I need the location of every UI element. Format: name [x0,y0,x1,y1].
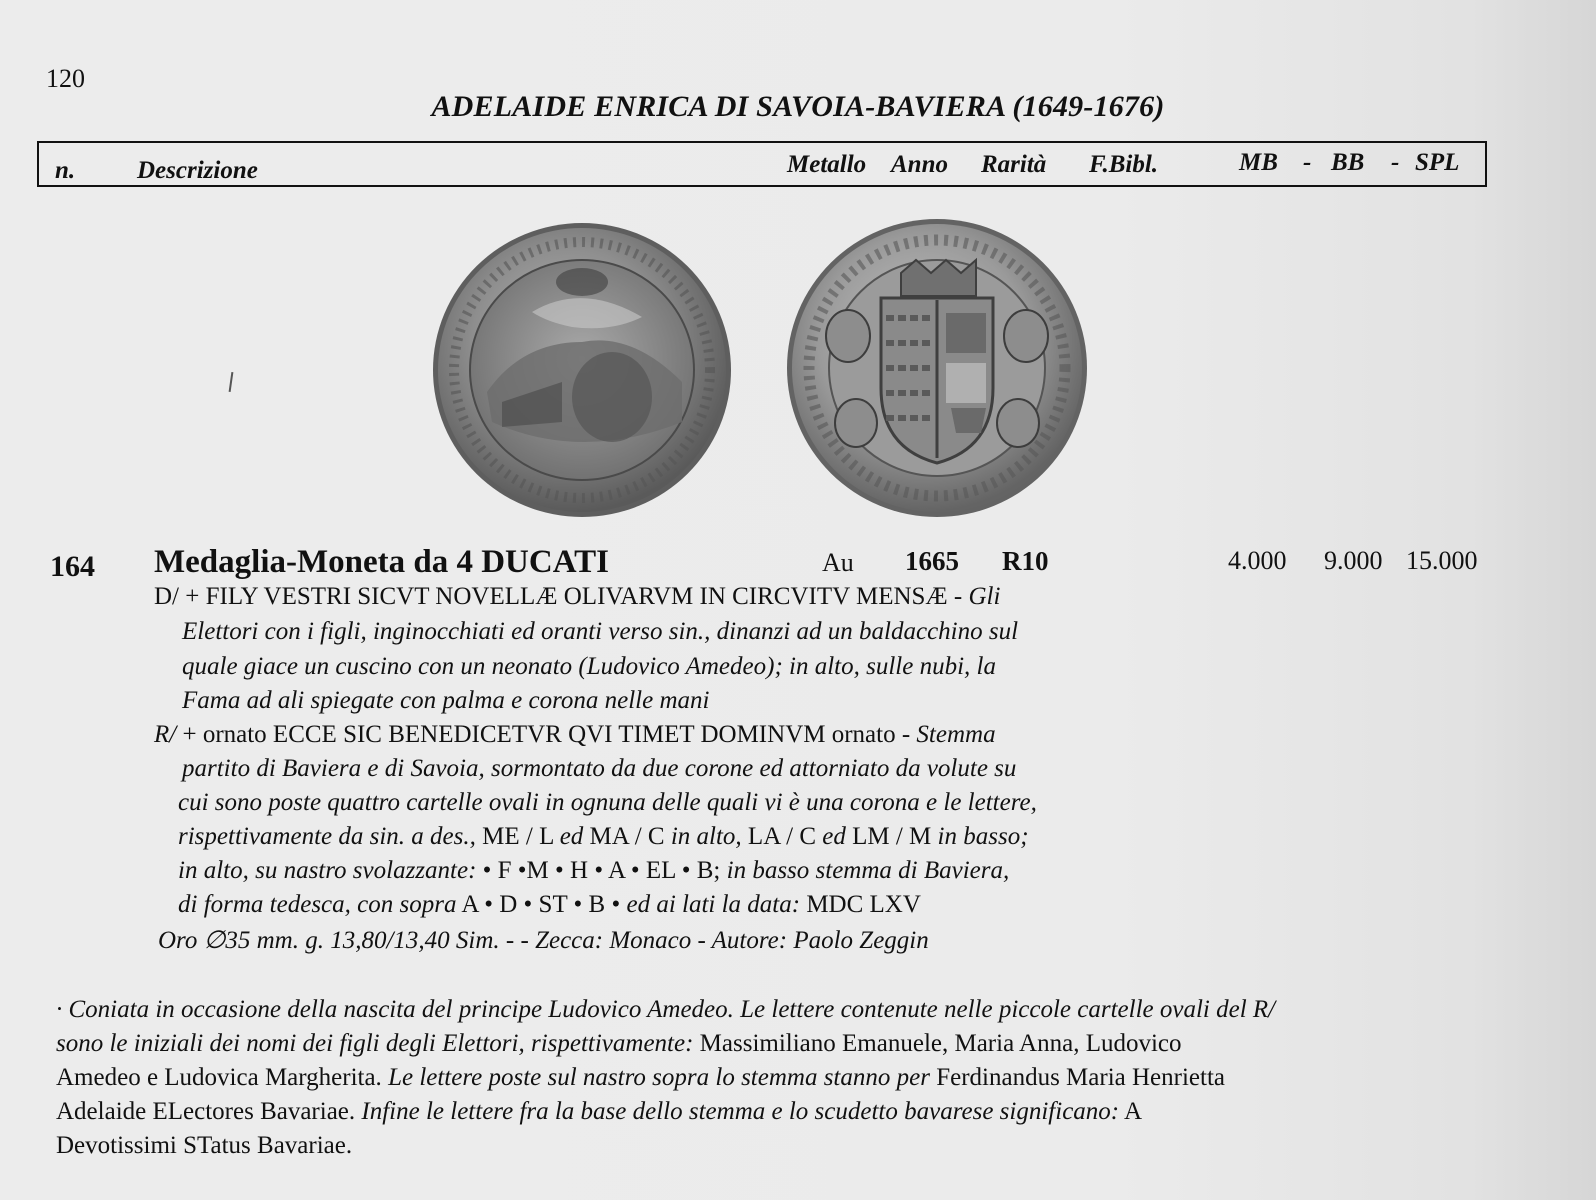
note-line-5: Devotissimi STatus Bavariae. [56,1132,353,1159]
entry-title: Medaglia-Moneta da 4 DUCATI [154,544,609,580]
coin-obverse-icon [432,222,732,518]
note-children-names: Massimiliano Emanuele, Maria Anna, Ludovico [699,1030,1182,1057]
note-line-4-text-c: A [1123,1098,1143,1125]
reverse-legend: + ornato ECCE SIC BENEDICETVR QVI TIMET DOMINVM ornato - [182,721,911,748]
reverse-letters-la-c: LA / C [747,823,816,850]
reverse-desc-start: Stemma [916,721,996,748]
note-line-2-text-a: sono le iniziali dei nomi dei figli degli Elettori, rispettivamente: [56,1030,694,1057]
note-line-4 [56,1095,1490,1129]
coin-reverse-icon [786,218,1088,518]
header-metallo: Metallo [787,151,867,178]
note-line-2 [56,1027,1490,1061]
header-fbibl: F.Bibl. [1089,151,1159,178]
obverse-line-3: quale giace un cuscino con un neonato (Ludovico Amedeo); in alto, sulle nubi, la [182,653,996,680]
table-header [37,141,1487,187]
reverse-line-5-text-c: in basso stemma di Baviera, [726,857,1010,884]
header-bb: BB [1331,149,1365,176]
entry-specs: Oro ∅35 mm. g. 13,80/13,40 Sim. - - Zecca: Monaco - Autore: Paolo Zeggin [158,927,929,954]
entry-metal: Au [822,548,854,577]
reverse-line-4-text-i: in basso; [937,823,1029,850]
note-line-4-text-a: Adelaide ELectores Bavariae. [56,1098,356,1125]
reverse-line-6-text-c: ed ai lati la data: [626,891,801,918]
reverse-line-4 [178,822,1029,852]
header-sep1: - [1303,149,1312,176]
reverse-line-1 [154,720,996,750]
note-line-3-text-b: Le lettere poste sul nastro sopra lo stemma stanno per [388,1064,930,1091]
note-line-3-text-a: Amedeo e Ludovica Margherita. [56,1064,382,1091]
reverse-line-3: cui sono poste quattro cartelle ovali in ognuna delle quali vi è una corona e le lettere, [178,789,1037,816]
obverse-line-4: Fama ad ali spiegate con palma e corona nelle mani [182,687,710,714]
page-number: 120 [46,64,85,93]
note-line-4-text-b: Infine le lettere fra la base dello stemma e lo scudetto bavarese significano: [361,1098,1120,1125]
reverse-line-4-text-c: ed [559,823,584,850]
reverse-letters-ma-c: MA / C [589,823,665,850]
obverse-line-2: Elettori con i figli, inginocchiati ed oranti verso sin., dinanzi ad un baldacchino sul [182,618,1019,645]
price-mb: 4.000 [1228,546,1287,575]
note-ribbon-meaning: Ferdinandus Maria Henrietta [936,1064,1225,1091]
header-n: n. [55,157,76,184]
entry-year: 1665 [905,546,959,576]
header-descrizione: Descrizione [137,157,258,184]
reverse-date: MDC LXV [806,891,921,918]
reverse-letters-lm-m: LM / M [852,823,932,850]
note-line-3 [56,1061,1490,1095]
reverse-line-6-text-a: di forma tedesca, con sopra [178,891,457,918]
entry-rarity: R10 [1002,546,1049,576]
reverse-base-letters: A • D • ST • B • [461,891,621,918]
reverse-line-4-text-e: in alto, [670,823,742,850]
reverse-line-4-text-a: rispettivamente da sin. a des., [178,823,476,850]
historical-note [56,993,1490,1163]
reverse-line-6 [178,890,921,920]
header-mb: MB [1239,149,1278,176]
reverse-line-5 [178,856,1009,886]
chapter-title: ADELAIDE ENRICA DI SAVOIA-BAVIERA (1649-1676) [431,90,1165,123]
price-bb: 9.000 [1324,546,1383,575]
header-sep2: - [1391,149,1400,176]
entry-number: 164 [50,550,95,583]
reverse-line-4-text-g: ed [822,823,846,850]
reverse-prefix: R/ [154,721,177,748]
obverse-line-1 [154,582,1000,612]
header-rarita: Rarità [981,151,1047,178]
note-line-1: · Coniata in occasione della nascita del principe Ludovico Amedeo. Le lettere contenute nelle piccole cartelle ovali del R/ [56,996,1276,1023]
price-spl: 15.000 [1406,546,1478,575]
reverse-line-5-text-a: in alto, su nastro svolazzante: [178,857,477,884]
scan-mark [229,372,234,392]
reverse-letters-me-l: ME / L [482,823,554,850]
header-anno: Anno [891,151,948,178]
reverse-ribbon-letters: • F •M • H • A • EL • B; [482,857,721,884]
obverse-legend: D/ + FILY VESTRI SICVT NOVELLÆ OLIVARVM IN CIRCVITV MENSÆ - [154,583,963,610]
obverse-desc-start: Gli [968,583,1001,610]
reverse-line-2: partito di Baviera e di Savoia, sormontato da due corone ed attorniato da volute su [182,755,1017,782]
header-spl: SPL [1415,149,1460,176]
